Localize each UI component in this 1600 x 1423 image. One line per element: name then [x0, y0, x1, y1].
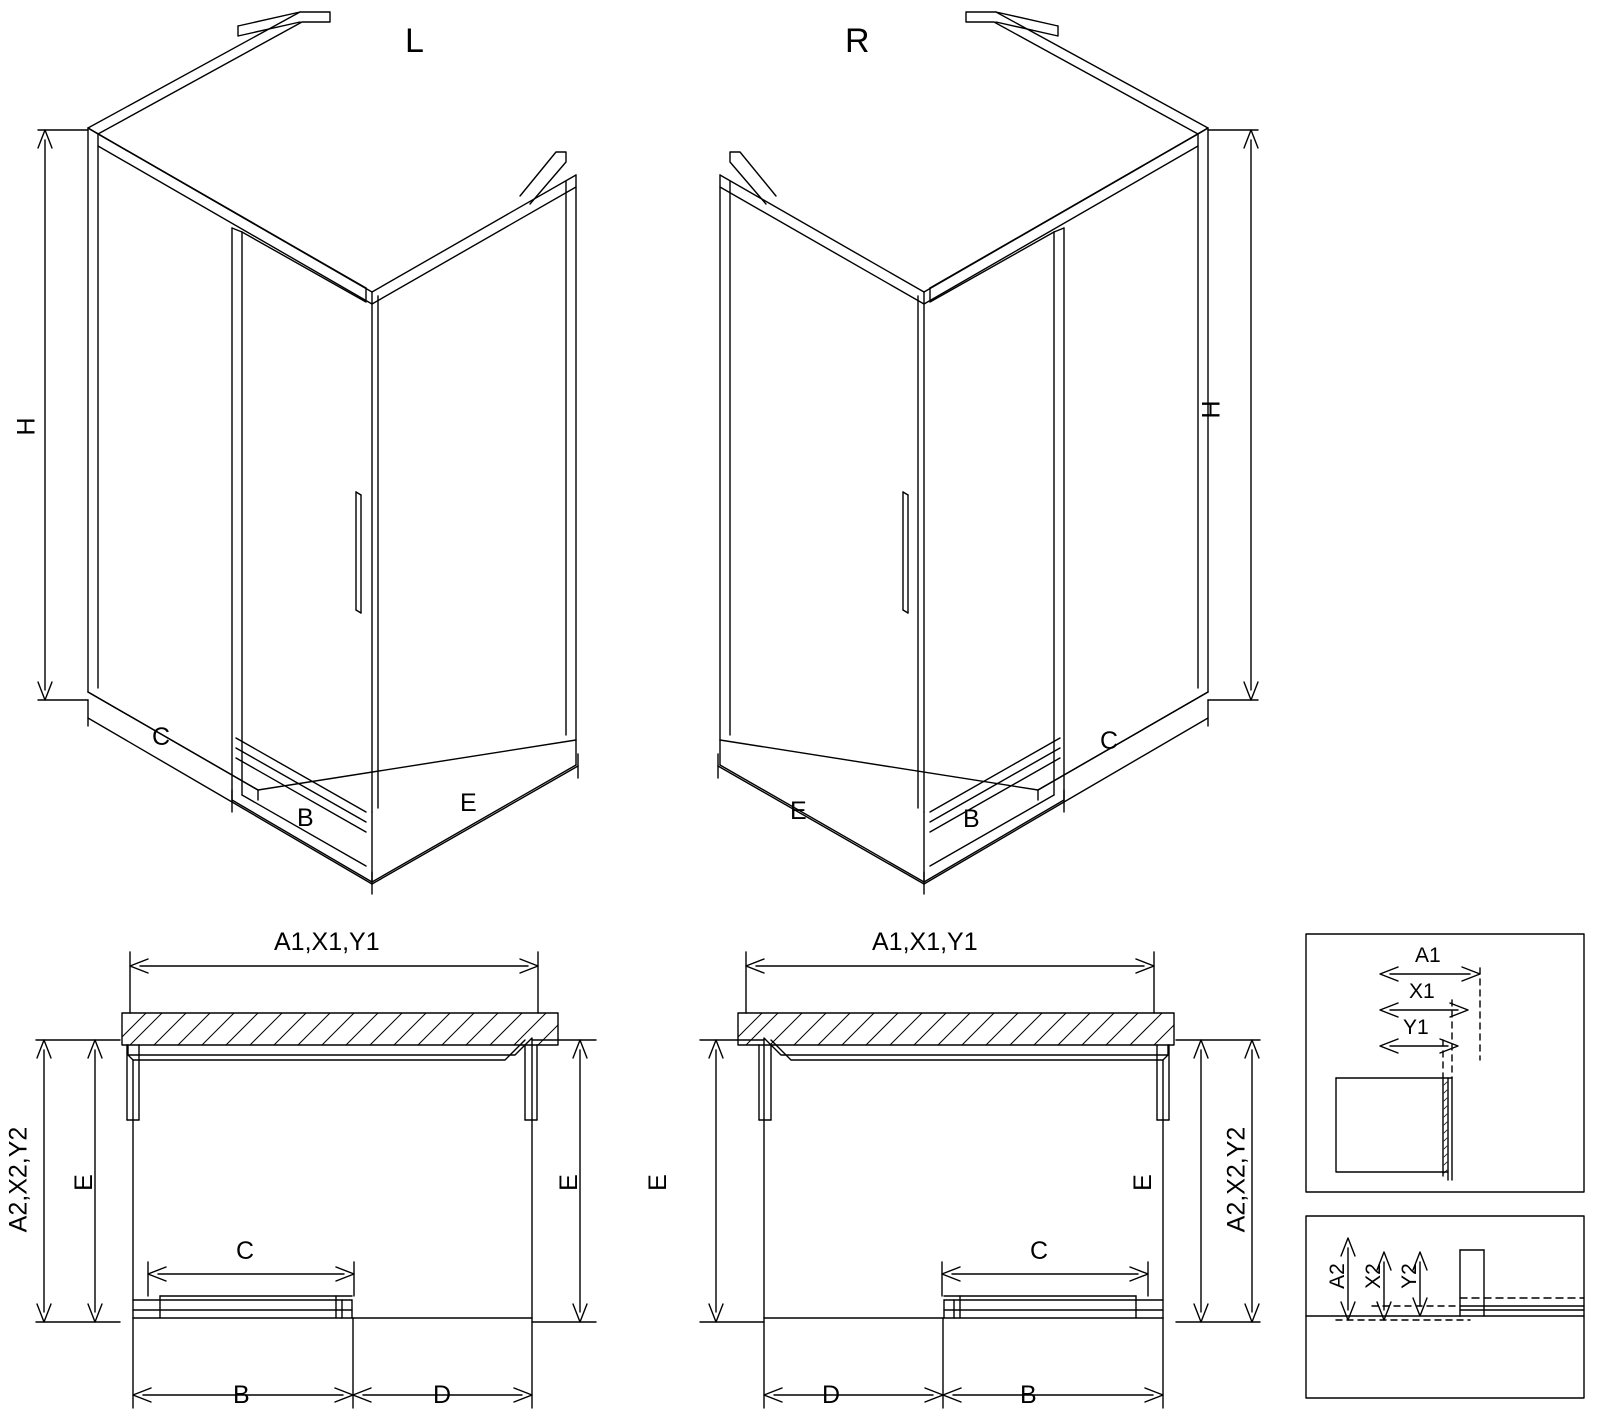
- iso-right-segment-b: B: [963, 805, 980, 833]
- plan-left-b-dim: B: [233, 1381, 250, 1409]
- plan-right-b-dim: B: [1020, 1381, 1037, 1409]
- iso-right-height-label: H: [1197, 400, 1226, 419]
- detail-top-dim-y1: Y1: [1403, 1016, 1429, 1039]
- detail-top-dim-a1: A1: [1415, 944, 1441, 967]
- detail-bottom-dim-y2: Y2: [1397, 1263, 1421, 1289]
- iso-right-segment-c: C: [1100, 727, 1119, 755]
- detail-bottom-dim-x2: X2: [1361, 1263, 1385, 1289]
- plan-right-inner-e-left: E: [643, 1174, 672, 1191]
- plan-right-overall-dim: A2,X2,Y2: [1222, 1126, 1251, 1233]
- variant-label-right: R: [845, 22, 870, 60]
- iso-left-segment-c: C: [152, 723, 171, 751]
- iso-left-segment-b: B: [297, 804, 314, 832]
- iso-left-segment-e: E: [460, 789, 477, 817]
- plan-right-c-dim: C: [1030, 1237, 1049, 1265]
- plan-right-inner-e-right: E: [1128, 1174, 1157, 1191]
- iso-left-height-label: H: [12, 417, 41, 436]
- plan-left-d-dim: D: [433, 1381, 452, 1409]
- detail-view-bottom: [1306, 1216, 1584, 1398]
- plan-left-inner-e-right: E: [554, 1174, 583, 1191]
- plan-right-d-dim: D: [822, 1381, 841, 1409]
- plan-view-right: [700, 952, 1260, 1408]
- iso-right-segment-e: E: [790, 797, 807, 825]
- detail-view-top: [1306, 934, 1584, 1192]
- variant-label-left: L: [405, 22, 424, 60]
- plan-right-top-dim: A1,X1,Y1: [872, 928, 978, 956]
- plan-view-left: [36, 952, 596, 1408]
- plan-left-top-dim: A1,X1,Y1: [274, 928, 380, 956]
- detail-top-dim-x1: X1: [1409, 980, 1435, 1003]
- iso-view-right: [718, 12, 1258, 894]
- iso-view-left: [38, 12, 578, 894]
- plan-left-inner-e-left: E: [69, 1174, 98, 1191]
- detail-bottom-dim-a2: A2: [1325, 1263, 1349, 1289]
- plan-left-overall-dim: A2,X2,Y2: [4, 1126, 33, 1233]
- plan-left-c-dim: C: [236, 1237, 255, 1265]
